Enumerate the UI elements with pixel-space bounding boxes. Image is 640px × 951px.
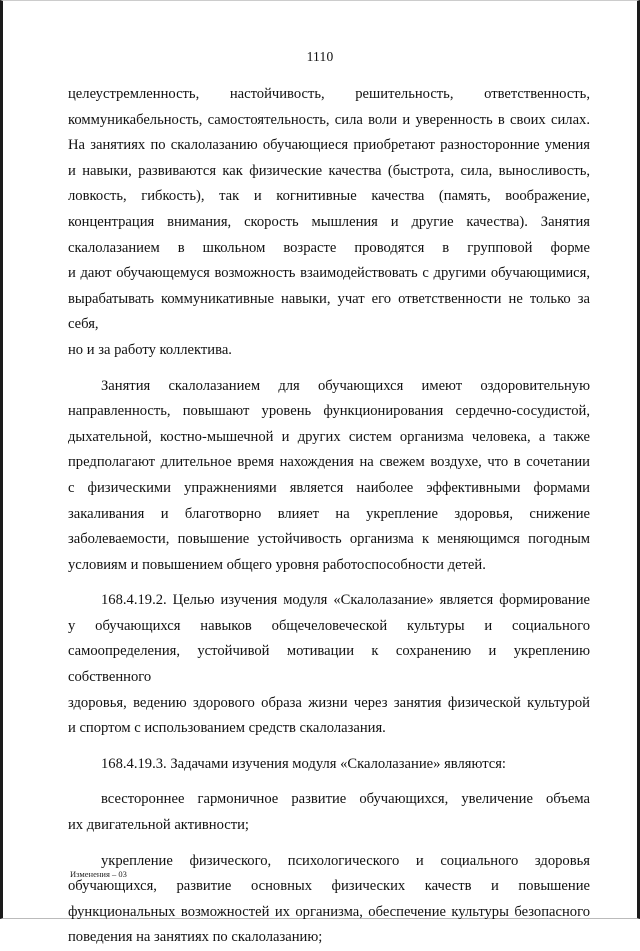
text-line: но и за работу коллектива. — [68, 341, 232, 358]
text-line: предполагают длительное время нахождения на свежем воздухе, что в сочетании — [68, 454, 590, 471]
text-line: 168.4.19.3. Задачами изучения модуля «Скалолазание» являются: — [101, 755, 506, 772]
text-line: закаливания и благотворно влияет на укрепление здоровья, снижение — [68, 505, 590, 522]
page-number: 1110 — [306, 49, 334, 64]
text-line: На занятиях по скалолазанию обучающиеся приобретают разносторонние умения — [68, 137, 590, 154]
text-line: и навыки, развиваются как физические качества (быстрота, сила, выносливость, — [68, 162, 590, 179]
text-line: Занятия скалолазанием для обучающихся имеют оздоровительную — [101, 377, 590, 394]
text-line: вырабатывать коммуникативные навыки, учат его ответственности не только за себя, — [68, 290, 590, 333]
text-line: у обучающихся навыков общечеловеческой культуры и социального — [68, 617, 590, 634]
text-line: коммуникабельность, самостоятельность, сила воли и уверенность в своих силах. — [68, 111, 590, 128]
text-line: здоровья, ведению здорового образа жизни через занятия физической культурой — [68, 694, 590, 711]
paragraph — [68, 849, 590, 951]
text-line: заболеваемости, повышение устойчивость организма к меняющимся погодным — [68, 531, 590, 548]
text-line: дыхательной, костно-мышечной и других систем организма человека, а также — [68, 428, 590, 445]
text-line: обучающихся, развитие основных физических качеств и повышение — [68, 878, 590, 895]
text-line: функциональных возможностей их организма, обеспечение культуры безопасного — [68, 903, 590, 920]
footer-revision-note: Изменения – 03 — [70, 869, 127, 879]
document-body — [68, 82, 590, 951]
text-line: ловкость, гибкость), так и когнитивные качества (память, воображение, — [68, 188, 590, 205]
paragraph — [68, 787, 590, 838]
text-line: поведения на занятиях по скалолазанию; — [68, 929, 323, 946]
paragraph — [68, 752, 590, 778]
text-line: концентрация внимания, скорость мышления и другие качества). Занятия — [68, 213, 590, 230]
text-line: всестороннее гармоничное развитие обучающихся, увеличение объема — [101, 791, 590, 808]
text-line: самоопределения, устойчивой мотивации к сохранению и укреплению собственного — [68, 643, 590, 686]
paragraph — [68, 374, 590, 579]
paragraph — [68, 82, 590, 364]
text-line: 168.4.19.2. Целью изучения модуля «Скалолазание» является формирование — [101, 592, 590, 609]
text-line: укрепление физического, психологического и социального здоровья — [101, 852, 590, 869]
text-line: целеустремленность, настойчивость, решительность, ответственность, — [68, 86, 590, 102]
text-line: с физическими упражнениями является наиболее эффективными формами — [68, 479, 590, 496]
text-line: направленность, повышают уровень функционирования сердечно-сосудистой, — [68, 403, 590, 420]
text-line: и спортом с использованием средств скалолазания. — [68, 720, 386, 737]
text-line: и дают обучающемуся возможность взаимодействовать с другими обучающимися, — [68, 265, 590, 282]
paragraph — [68, 588, 590, 742]
text-line: скалолазанием в школьном возрасте проводятся в групповой форме — [68, 239, 590, 256]
text-line: условиям и повышением общего уровня работоспособности детей. — [68, 556, 486, 573]
text-line: их двигательной активности; — [68, 817, 249, 834]
